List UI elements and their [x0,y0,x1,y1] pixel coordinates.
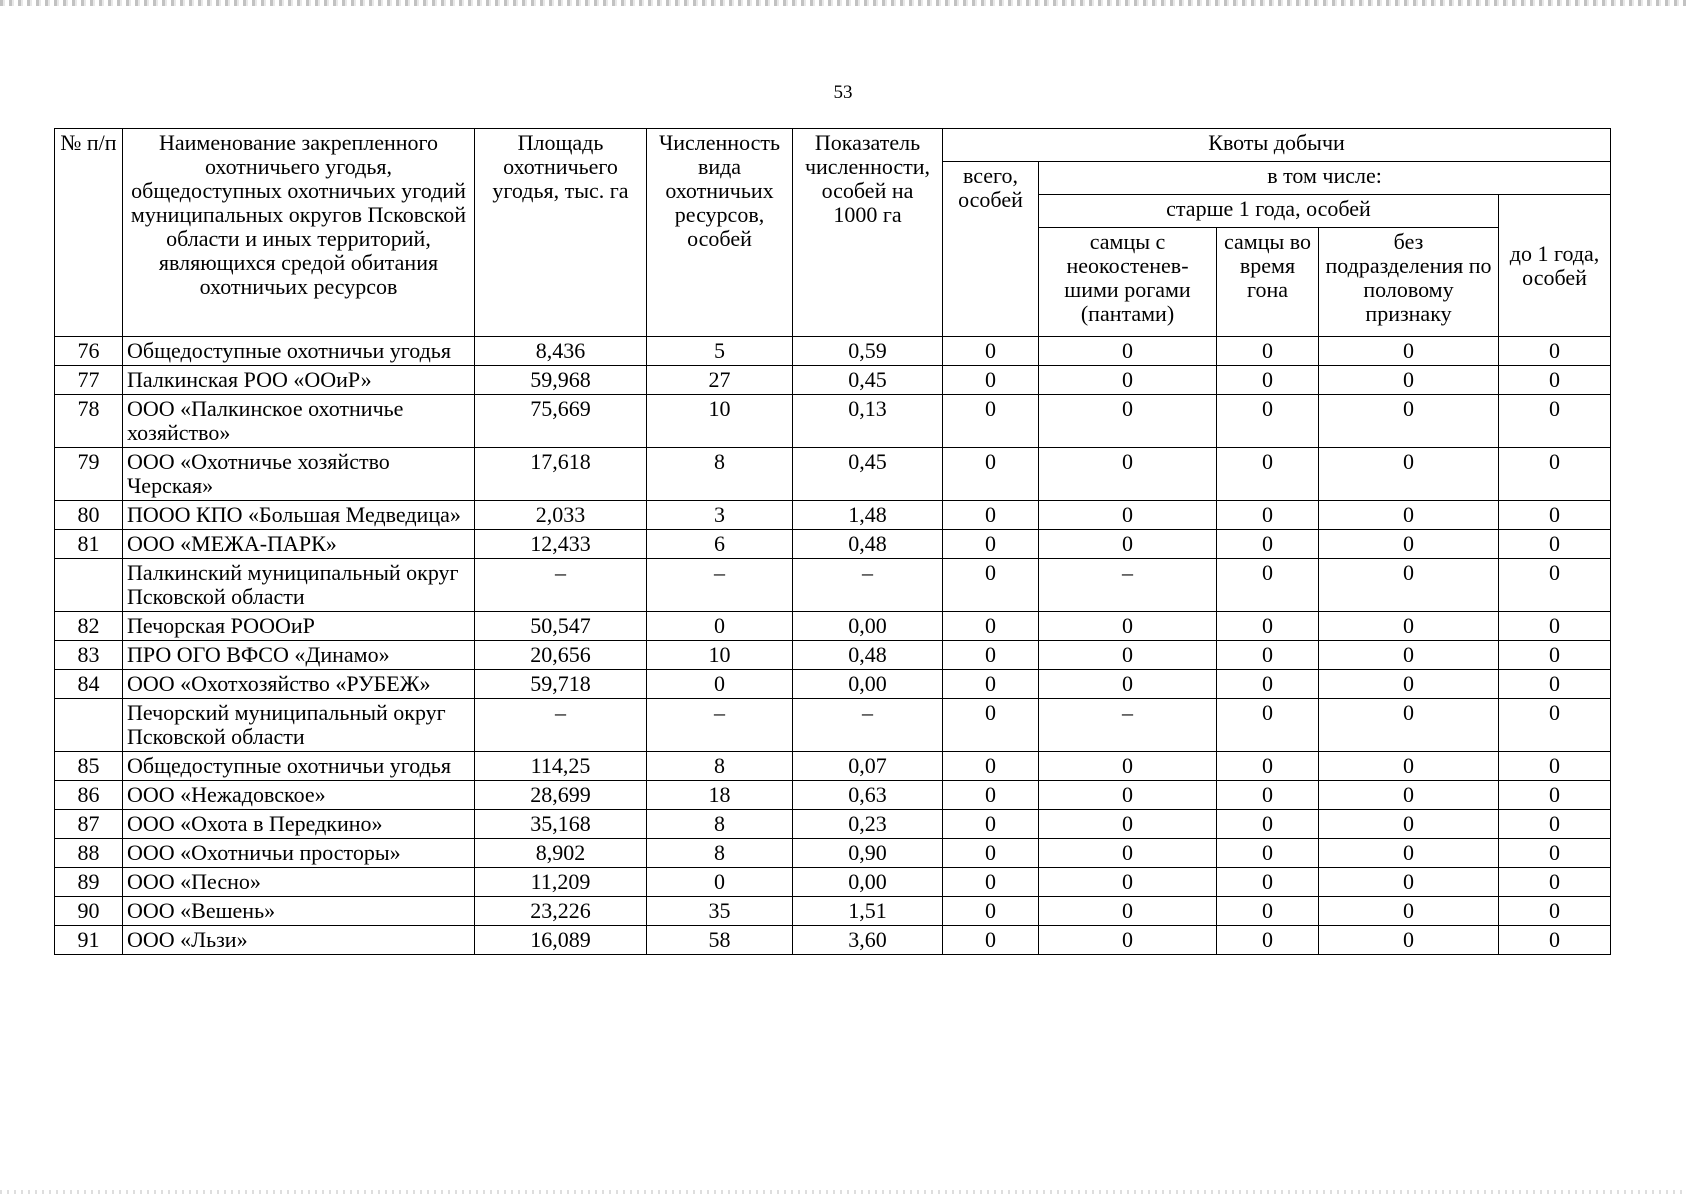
table-row [55,501,1611,530]
cell-males-antlers: 0 [1039,781,1217,810]
table-row [55,699,1611,752]
table-row [55,366,1611,395]
cell-total: 0 [943,810,1039,839]
cell-num: 76 [55,337,123,366]
table-row [55,559,1611,612]
cell-males-rut: 0 [1217,839,1319,868]
cell-area: 2,033 [475,501,647,530]
header-including: в том числе: [1039,162,1611,195]
cell-males-antlers: 0 [1039,612,1217,641]
cell-young: 0 [1499,781,1611,810]
table-row [55,448,1611,501]
cell-density: – [793,699,943,752]
cell-no-sex: 0 [1319,868,1499,897]
cell-total: 0 [943,559,1039,612]
cell-population: 8 [647,752,793,781]
cell-name: Палкинская РОО «ООиР» [123,366,475,395]
cell-density: 0,00 [793,612,943,641]
cell-num: 79 [55,448,123,501]
cell-no-sex: 0 [1319,810,1499,839]
cell-num: 81 [55,530,123,559]
cell-males-antlers: 0 [1039,670,1217,699]
cell-no-sex: 0 [1319,641,1499,670]
cell-total: 0 [943,670,1039,699]
cell-males-antlers: 0 [1039,395,1217,448]
cell-males-antlers: 0 [1039,752,1217,781]
cell-population: 10 [647,395,793,448]
cell-males-rut: 0 [1217,781,1319,810]
header-area: Площадь охотничьего угодья, тыс. га [475,129,647,337]
cell-young: 0 [1499,810,1611,839]
cell-name: ООО «Песно» [123,868,475,897]
cell-area: 8,902 [475,839,647,868]
cell-young: 0 [1499,448,1611,501]
table-row [55,868,1611,897]
cell-males-antlers: 0 [1039,530,1217,559]
cell-males-antlers: 0 [1039,501,1217,530]
header-quotas: Квоты добычи [943,129,1611,162]
cell-total: 0 [943,530,1039,559]
cell-young: 0 [1499,612,1611,641]
cell-no-sex: 0 [1319,612,1499,641]
cell-num: 78 [55,395,123,448]
cell-no-sex: 0 [1319,501,1499,530]
cell-area: 50,547 [475,612,647,641]
cell-density: 0,07 [793,752,943,781]
cell-total: 0 [943,781,1039,810]
cell-no-sex: 0 [1319,926,1499,955]
cell-area: 16,089 [475,926,647,955]
cell-no-sex: 0 [1319,699,1499,752]
cell-name: ООО «Охота в Передкино» [123,810,475,839]
cell-num: 88 [55,839,123,868]
cell-name: ООО «Нежадовское» [123,781,475,810]
cell-num [55,699,123,752]
cell-name: ООО «МЕЖА-ПАРК» [123,530,475,559]
cell-density: 0,90 [793,839,943,868]
cell-name: ООО «Вешень» [123,897,475,926]
cell-young: 0 [1499,897,1611,926]
header-males-antlers: самцы с неокостенев-шими рогами (пантами) [1039,228,1217,337]
cell-males-antlers: 0 [1039,448,1217,501]
cell-no-sex: 0 [1319,781,1499,810]
cell-population: 6 [647,530,793,559]
cell-no-sex: 0 [1319,752,1499,781]
cell-population: 58 [647,926,793,955]
cell-density: 3,60 [793,926,943,955]
table-row [55,926,1611,955]
quota-table-body [55,337,1611,955]
cell-males-rut: 0 [1217,395,1319,448]
cell-males-rut: 0 [1217,699,1319,752]
cell-total: 0 [943,612,1039,641]
cell-area: – [475,699,647,752]
cell-num: 85 [55,752,123,781]
cell-population: 10 [647,641,793,670]
cell-density: 0,23 [793,810,943,839]
cell-males-antlers: 0 [1039,337,1217,366]
cell-total: 0 [943,752,1039,781]
cell-population: 27 [647,366,793,395]
scan-edge-top [0,0,1686,6]
cell-name: Печорский муниципальный округ Псковской области [123,699,475,752]
cell-males-rut: 0 [1217,752,1319,781]
cell-area: 20,656 [475,641,647,670]
cell-no-sex: 0 [1319,670,1499,699]
cell-density: 0,48 [793,530,943,559]
cell-area: 17,618 [475,448,647,501]
cell-males-rut: 0 [1217,612,1319,641]
cell-total: 0 [943,868,1039,897]
table-row [55,530,1611,559]
cell-name: ООО «Охотничье хозяйство Черская» [123,448,475,501]
header-population: Численность вида охотничьих ресурсов, особей [647,129,793,337]
cell-density: 0,63 [793,781,943,810]
cell-density: 0,45 [793,448,943,501]
scan-edge-bottom [0,1190,1686,1194]
cell-name: ПРО ОГО ВФСО «Динамо» [123,641,475,670]
cell-density: 0,45 [793,366,943,395]
cell-males-rut: 0 [1217,897,1319,926]
cell-total: 0 [943,337,1039,366]
header-num: № п/п [55,129,123,337]
cell-total: 0 [943,839,1039,868]
cell-num: 82 [55,612,123,641]
header-older: старше 1 года, особей [1039,195,1499,228]
cell-young: 0 [1499,699,1611,752]
cell-population: 3 [647,501,793,530]
cell-num: 83 [55,641,123,670]
table-row [55,781,1611,810]
cell-males-antlers: – [1039,699,1217,752]
cell-area: 75,669 [475,395,647,448]
cell-young: 0 [1499,366,1611,395]
cell-males-rut: 0 [1217,337,1319,366]
table-row [55,395,1611,448]
cell-name: Печорская РОООиР [123,612,475,641]
cell-males-rut: 0 [1217,559,1319,612]
cell-males-antlers: 0 [1039,839,1217,868]
cell-area: – [475,559,647,612]
cell-males-antlers: 0 [1039,366,1217,395]
cell-name: ООО «Льзи» [123,926,475,955]
cell-males-rut: 0 [1217,926,1319,955]
cell-population: 35 [647,897,793,926]
cell-population: 8 [647,839,793,868]
table-row [55,810,1611,839]
cell-young: 0 [1499,337,1611,366]
cell-area: 114,25 [475,752,647,781]
cell-males-rut: 0 [1217,448,1319,501]
table-row [55,670,1611,699]
cell-num: 87 [55,810,123,839]
cell-area: 23,226 [475,897,647,926]
cell-density: 0,00 [793,868,943,897]
cell-young: 0 [1499,641,1611,670]
table-row [55,752,1611,781]
cell-total: 0 [943,926,1039,955]
cell-males-antlers: 0 [1039,810,1217,839]
cell-population: 0 [647,670,793,699]
cell-name: ПООО КПО «Большая Медведица» [123,501,475,530]
cell-total: 0 [943,699,1039,752]
header-name: Наименование закрепленного охотничьего угодья, общедоступных охотничьих угодий муниципальных округов Псковской области и иных территорий, являющихся средой обитания охотничьих ресурсов [123,129,475,337]
cell-no-sex: 0 [1319,395,1499,448]
cell-young: 0 [1499,670,1611,699]
cell-total: 0 [943,366,1039,395]
cell-density: 0,00 [793,670,943,699]
page-number: 53 [833,82,853,103]
cell-density: 0,48 [793,641,943,670]
cell-population: 18 [647,781,793,810]
cell-density: 0,59 [793,337,943,366]
cell-area: 59,968 [475,366,647,395]
header-young: до 1 года, особей [1499,195,1611,337]
cell-num: 80 [55,501,123,530]
cell-population: – [647,699,793,752]
cell-num: 91 [55,926,123,955]
cell-no-sex: 0 [1319,897,1499,926]
header-males-rut: самцы во время гона [1217,228,1319,337]
cell-males-antlers: 0 [1039,641,1217,670]
cell-total: 0 [943,897,1039,926]
cell-name: Палкинский муниципальный округ Псковской области [123,559,475,612]
cell-no-sex: 0 [1319,366,1499,395]
cell-population: 0 [647,612,793,641]
cell-num: 77 [55,366,123,395]
cell-population: 0 [647,868,793,897]
cell-num: 90 [55,897,123,926]
cell-num: 84 [55,670,123,699]
cell-no-sex: 0 [1319,530,1499,559]
cell-young: 0 [1499,501,1611,530]
cell-density: 1,51 [793,897,943,926]
cell-young: 0 [1499,395,1611,448]
cell-area: 35,168 [475,810,647,839]
table-row [55,641,1611,670]
cell-males-antlers: 0 [1039,897,1217,926]
cell-name: ООО «Палкинское охотничье хозяйство» [123,395,475,448]
cell-population: 8 [647,810,793,839]
cell-area: 8,436 [475,337,647,366]
table-row [55,839,1611,868]
cell-no-sex: 0 [1319,448,1499,501]
cell-density: 1,48 [793,501,943,530]
cell-males-antlers: 0 [1039,926,1217,955]
cell-males-rut: 0 [1217,868,1319,897]
cell-males-rut: 0 [1217,810,1319,839]
cell-name: ООО «Охотничьи просторы» [123,839,475,868]
cell-males-antlers: – [1039,559,1217,612]
cell-population: – [647,559,793,612]
cell-males-rut: 0 [1217,641,1319,670]
cell-name: Общедоступные охотничьи угодья [123,752,475,781]
cell-young: 0 [1499,559,1611,612]
table-row [55,612,1611,641]
table-row [55,897,1611,926]
cell-area: 28,699 [475,781,647,810]
cell-area: 59,718 [475,670,647,699]
cell-name: Общедоступные охотничьи угодья [123,337,475,366]
cell-total: 0 [943,448,1039,501]
cell-males-rut: 0 [1217,670,1319,699]
cell-total: 0 [943,501,1039,530]
cell-young: 0 [1499,530,1611,559]
cell-num: 89 [55,868,123,897]
cell-no-sex: 0 [1319,559,1499,612]
cell-no-sex: 0 [1319,839,1499,868]
cell-total: 0 [943,641,1039,670]
cell-density: – [793,559,943,612]
cell-density: 0,13 [793,395,943,448]
table-row [55,337,1611,366]
cell-males-antlers: 0 [1039,868,1217,897]
quota-table [54,128,1611,955]
cell-young: 0 [1499,839,1611,868]
cell-population: 5 [647,337,793,366]
header-total: всего, особей [943,162,1039,337]
cell-young: 0 [1499,868,1611,897]
cell-no-sex: 0 [1319,337,1499,366]
cell-population: 8 [647,448,793,501]
cell-young: 0 [1499,752,1611,781]
cell-num [55,559,123,612]
cell-young: 0 [1499,926,1611,955]
cell-males-rut: 0 [1217,366,1319,395]
cell-area: 12,433 [475,530,647,559]
cell-num: 86 [55,781,123,810]
header-density: Показатель численности, особей на 1000 га [793,129,943,337]
cell-males-rut: 0 [1217,501,1319,530]
cell-males-rut: 0 [1217,530,1319,559]
cell-name: ООО «Охотхозяйство «РУБЕЖ» [123,670,475,699]
cell-total: 0 [943,395,1039,448]
header-no-sex: без подразделения по половому признаку [1319,228,1499,337]
cell-area: 11,209 [475,868,647,897]
